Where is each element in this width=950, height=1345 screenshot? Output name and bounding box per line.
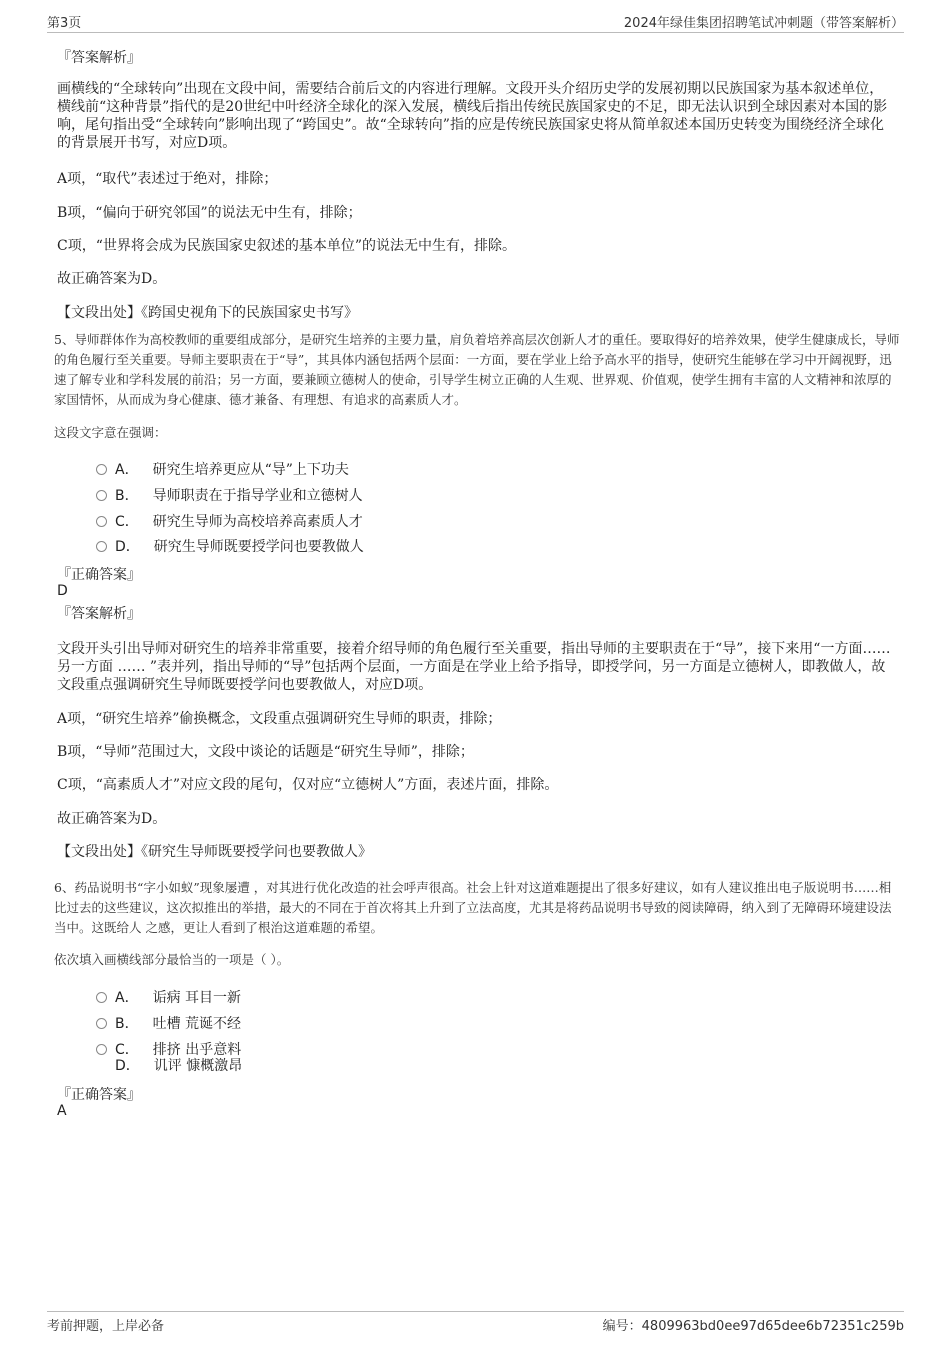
q6-option-a[interactable] [96,989,241,1007]
option-text: 排挤 出乎意料 [152,1042,242,1058]
option-text: 研究生导师既要授学问也要教做人 [153,539,364,555]
q5-option-d[interactable] [96,538,364,556]
option-letter: D． [115,539,140,555]
q5-stem: 5、导师群体作为高校教师的重要组成部分，是研究生培养的主要力量，肩负着培养高层次创新人才的重任。要取得好的培养效果，使学生健康成长，导师的角色履行至关重要。导师主要职责在于“导”，其具体内涵包括两个层面：一方面，要在学业上给予高水平的指导，使研究生能够在学习中开阔视野，迅速了解专业和学科发展的前沿；另一方面，要兼顾立德树人的使命，引导学生树立正确的人生观、世界观、价值观，使学生拥有丰富的人文精神和浓厚的家国情怀，从而成为身心健康、德才兼备、有理想、有追求的高素质人才。 [54,332,900,407]
option-letter: C． [115,1042,139,1058]
q5-source: 【文段出处】《研究生导师既要授学问也要教做人》 [57,844,372,860]
q4-analysis-label: 『答案解析』 [57,50,141,66]
q5-answer: D [57,583,68,599]
q5-option-a-note: A项，“研究生培养”偷换概念，文段重点强调研究生导师的职责，排除； [57,711,502,727]
radio-icon[interactable] [96,541,107,552]
option-letter: A． [115,462,139,478]
document-code: 编号：4809963bd0ee97d65dee6b72351c259b [602,1319,904,1334]
q4-analysis-text: 画横线的“全球转向”出现在文段中间，需要结合前后文的内容进行理解。文段开头介绍历史学的发展初期以民族国家为基本叙述单位，横线前“这种背景”指代的是20世纪中叶经济全球化的深入发展，横线后指出传统民族国家史的不足，即无法认识到全球因素对本国的影响，尾句指出受“全球转向”影响出现了“跨国史”。故“全球转向”指的应是传统民族国家史将从简单叙述本国历史转变为围绕经济全球化的背景展开书写，对应D项。 [57,81,888,151]
q4-option-a-note: A项，“取代”表述过于绝对，排除； [57,171,278,187]
q5-answer-label: 『正确答案』 [57,567,141,583]
q5-option-c-note: C项，“高素质人才”对应文段的尾句，仅对应“立德树人”方面，表述片面，排除。 [57,777,559,793]
q4-option-c-note: C项，“世界将会成为民族国家史叙述的基本单位”的说法无中生有，排除。 [57,238,517,254]
option-text: 诟病 耳目一新 [152,990,242,1006]
radio-icon[interactable] [96,490,107,501]
radio-icon[interactable] [96,992,107,1003]
option-letter: A． [115,990,139,1006]
q6-answer: A [57,1103,67,1119]
page-footer [47,1311,904,1342]
q5-analysis-text: 文段开头引出导师对研究生的培养非常重要，接着介绍导师的角色履行至关重要，指出导师的主要职责在于“导”，接下来用“一方面……另一方面 …… ”表并列，指出导师的“导”包括两个层面，一方面是在学业上给予指导，即授学问，另一方面是立德树人，即教做人，故文段重点强调研究生导师既要授学问也要教做人，对应D项。 [57,641,891,693]
q6-answer-label: 『正确答案』 [57,1087,141,1103]
option-text: 研究生导师为高校培养高素质人才 [152,514,363,530]
option-letter: C． [115,514,139,530]
q4-source: 【文段出处】《跨国史视角下的民族国家史书写》 [57,305,358,321]
radio-icon[interactable] [96,464,107,475]
q5-option-c[interactable] [96,513,363,531]
radio-icon[interactable] [96,1044,107,1055]
q4-conclusion: 故正确答案为D。 [57,271,167,287]
radio-icon[interactable] [96,516,107,527]
document-title: 2024年绿佳集团招聘笔试冲刺题（带答案解析） [623,16,904,31]
q6-option-d[interactable] [96,1057,242,1075]
q5-option-b-note: B项，“导师”范围过大，文段中谈论的话题是“研究生导师”，排除； [57,744,474,760]
q4-option-b-note: B项，“偏向于研究邻国”的说法无中生有，排除； [57,205,362,221]
q5-question: 这段文字意在强调： [54,425,167,440]
q5-option-a[interactable] [96,461,349,479]
option-text: 吐槽 荒诞不经 [152,1016,242,1032]
q6-question: 依次填入画横线部分最恰当的一项是（ ）。 [54,952,290,967]
q6-stem: 6、药品说明书“字小如蚁”现象屡遭 ，对其进行优化改造的社会呼声很高。社会上针对这道难题提出了很多好建议，如有人建议推出电子版说明书……相比过去的这些建议，这次拟推出的举措，最大的不同在于首次将其上升到了立法高度，尤其是将药品说明书导致的阅读障碍，纳入到了无障碍环境建设法当中。这既给人 之感，更让人看到了根治这道难题的希望。 [54,880,892,935]
radio-icon[interactable] [96,1018,107,1029]
option-text: 讥评 慷概激昂 [153,1058,243,1074]
footer-slogan: 考前押题，上岸必备 [47,1319,165,1334]
option-letter: B． [115,488,139,504]
page-header [47,10,904,33]
q5-analysis-label: 『答案解析』 [57,606,141,622]
q5-option-b[interactable] [96,487,363,505]
option-text: 导师职责在于指导学业和立德树人 [152,488,363,504]
option-text: 研究生培养更应从“导”上下功夫 [152,462,349,478]
q6-option-b[interactable] [96,1015,241,1033]
page-number: 第3页 [47,16,82,31]
q5-conclusion: 故正确答案为D。 [57,811,167,827]
option-letter: D． [115,1058,140,1074]
option-letter: B． [115,1016,139,1032]
